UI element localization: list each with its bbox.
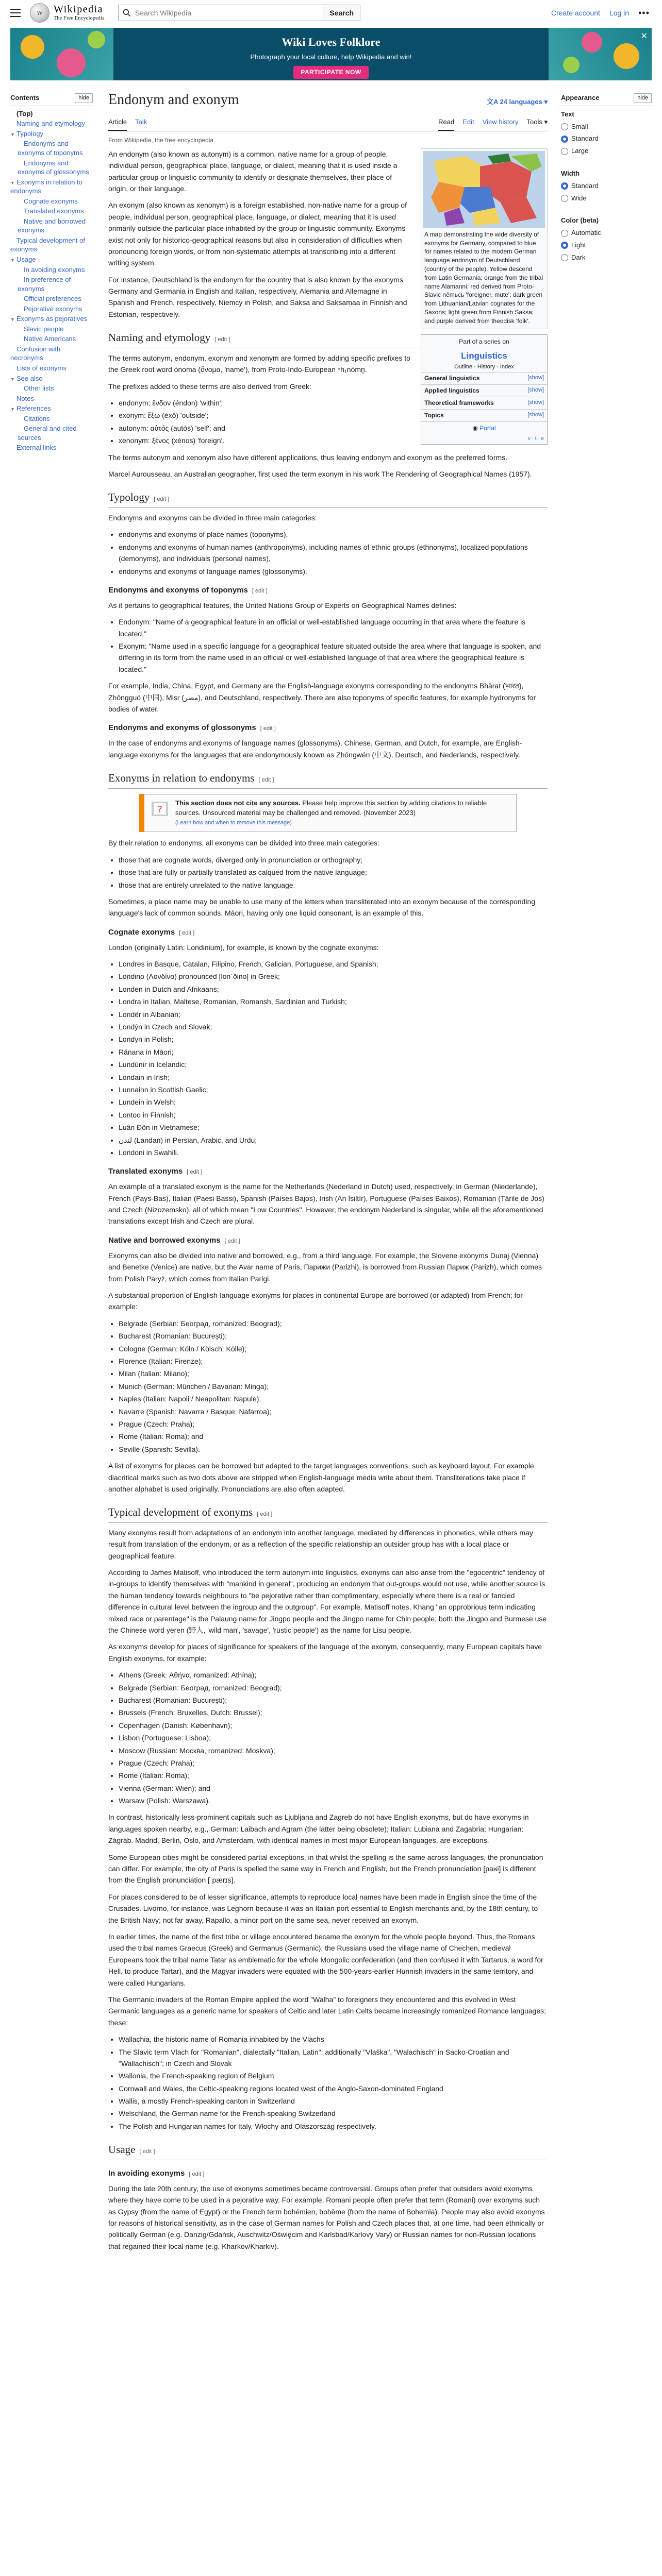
text-size-option[interactable] [561,133,652,144]
heading-borrowed [108,1234,548,1247]
color-option[interactable] [561,240,652,251]
list-item: • endonyms and exonyms of human names (anthroponyms), including names of ethnic groups (ethnonyms), localized populations (demonyms), and individuals (personal names), [119,541,548,565]
european-capitals-list [108,1669,548,1806]
list-item: • Belgrade (Serbian: Београд, romanized: Beograd); [119,1682,548,1693]
navbox-row-label: Theoretical frameworks [424,399,494,406]
radio-button-icon [561,242,568,249]
toc-item-label: (Top) [16,109,33,117]
unsourced-section-notice [139,794,517,833]
toc-item-label: Cognate exonyms [24,197,78,205]
toc-item-label: Translated exonyms [24,207,84,215]
list-item: • Londen in Dutch and Afrikaans; [119,984,548,995]
list-item: • autonym: αὐτός (autós) 'self'; and [119,422,548,434]
intro-paragraph-2: An exonym (also known as xenonym) is a foreign established, non-native name for a group of people, individual person, geographical place, language, or dialect, meaning that it is used primarily outside the particular place inhabited by the group or linguistic community. Exonyms exist not only for historico-geographical reasons but also in consideration of difficulties when pronouncing foreign words, or from non-systematic attempts at transcribing into a different writing system. [108,201,407,267]
wikipedia-logo[interactable] [30,3,105,23]
search-input[interactable] [134,8,319,18]
edit-section-link[interactable]: [ edit ] [154,496,170,503]
heading-relation-text: Exonyms in relation to endonyms [108,772,255,785]
toc-item-label: Exonyms as pejoratives [16,315,88,323]
navbox-show-toggle[interactable]: [show] [527,399,544,405]
notice-learn-link[interactable]: (Learn how and when to remove this message) [175,820,292,826]
list-item: • Exonym: "Name used in a specific language for a geographical feature situated outside the area where that language is spoken, and differing in its form from the name used in an official or well-established language of that area where the geographical feature is located." [119,640,548,675]
notice-date: (November 2023) [363,808,416,817]
navbox-above: Part of a series on [459,337,509,345]
list-item: • The Polish and Hungarian names for Italy, Włochy and Olaszország respectively. [119,2121,548,2132]
typology-list [108,529,548,577]
toc-item-label: Typology [16,129,44,138]
list-item: • Luân Đôn in Vietnamese; [119,1122,548,1133]
relation-paragraph-1: By their relation to endonyms, all exonyms can be divided into three main categories: [108,839,380,848]
typical-paragraph-4: In contrast, historically less-prominent capitals such as Ljubljana and Zagreb do not have English exonyms, but do have exonyms in languages spoken nearby, e.g., German: Laibach and Agram (the latter being obsolete); Italian: Lubiana and Zagabria; Hungarian: Zágráb. Madrid, Berlin, Oslo, and Amsterdam, with identical names in most major European languages, are exceptions. [108,1813,529,1845]
toc-item[interactable] [10,178,93,196]
toc-item-label: In avoiding exonyms [24,265,85,274]
text-size-option[interactable] [561,122,652,132]
appearance-hide-button[interactable]: hide [634,93,652,104]
toc-item-label: External links [16,444,57,452]
naming-paragraph-3: The terms autonym and xenonym also have different applications, thus leaving endonym and exonym as the preferred forms. [108,453,508,462]
color-option[interactable] [561,228,652,239]
toponyms-paragraph-1: As it pertains to geographical features, the United Nations Group of Experts on Geographical Names defines: [108,601,457,609]
page-tabs [108,115,548,131]
text-size-option-label: Large [571,147,589,155]
text-size-title: Text [561,110,574,118]
list-item: • Londino (Λονδίνο) pronounced [lonˈðino] in Greek; [119,971,548,982]
toc-item-label: Lists of exonyms [16,364,67,372]
chevron-down-icon: ▾ [544,98,548,106]
heading-cognate [108,926,548,939]
usage-paragraph-1: During the late 20th century, the use of exonyms sometimes became controversial. Groups often prefer that outsiders avoid exonyms where they have come to be used in a pejorative way. For example, Romani people often prefer that term (Romani) over exonyms such as Gypsy (from the name of Egypt) or the French term bohémien, bohème (from the name of Bohemia). People may also avoid exonyms for reasons of historical sensitivity, as in the case of German names for Polish and Czech places that, at one time, had been ethnically or politically German (e.g. Danzig/Gdańsk, Auschwitz/Oświęcim and Karlsbad/Karlovy Vary) or Russian names for non-Russian locations that regained their local name (e.g. Kharkov/Kharkiv). [108,2184,545,2250]
list-item: • Copenhagen (Danish: København); [119,1720,548,1731]
color-group [561,215,652,263]
borrowed-paragraph-3: A list of exonyms for places can be borrowed but adapted to the target languages conventions, such as keyboard layout. For example diacritical marks such as two dots above are stripped when English-language media write about them. Transliterations take place if another alphabet is used originally. Pronunciations are also often adapted. [108,1462,534,1493]
edit-section-link[interactable]: [ edit ] [260,725,276,732]
list-item: • those that are fully or partially translated as calqued from the native language; [119,867,548,878]
color-option-label: Automatic [571,229,601,237]
toponyms-definition-list [108,616,548,675]
portal-label: Portal [479,425,496,432]
text-size-option-label: Standard [571,134,599,143]
text-size-option[interactable] [561,146,652,157]
heading-relation [108,770,548,789]
list-item: • Moscow (Russian: Москва, romanized: Moskva); [119,1745,548,1756]
toc-item-label: Exonyms in relation to endonyms [10,178,82,195]
list-item: • Munich (German: München / Bavarian: Minga); [119,1381,548,1392]
typical-paragraph-8: The Germanic invaders of the Roman Empire applied the word "Walha" to foreigners they encountered and this evolved in West Germanic languages as a generic name for speakers of Celtic and later Latin Celts became increasingly romanized Romance languages; these: [108,1995,547,2027]
edit-section-link[interactable]: [ edit ] [257,1511,273,1518]
toc-item[interactable] [10,414,93,423]
more-options-icon[interactable]: ••• [638,7,650,18]
heading-toponyms-text: Endonyms and exonyms of toponyms [108,585,248,595]
table-of-contents [10,89,93,2257]
toc-item[interactable] [10,304,93,314]
list-item: • Naples (Italian: Napoli / Neapolitan: Napule); [119,1393,548,1404]
participate-button[interactable]: PARTICIPATE NOW [293,66,369,79]
london-exonym-list [108,958,548,1158]
logo-wordmark: Wikipedia [54,4,103,15]
notice-title: This section does not cite any sources. [175,799,301,807]
edit-section-link[interactable]: [ edit ] [179,929,195,936]
list-item: • Cornwall and Wales, the Celtic-speaking regions located west of the Anglo-Saxon-dominated England [119,2083,548,2094]
toc-item[interactable] [10,217,93,235]
edit-section-link[interactable]: [ edit ] [258,777,274,784]
search-button[interactable]: Search [323,5,360,21]
edit-section-link[interactable]: [ edit ] [139,2148,155,2155]
banner-decoration-right [549,28,652,80]
typology-paragraph-1: Endonyms and exonyms can be divided in three main categories: [108,513,317,522]
heading-avoiding-text: In avoiding exonyms [108,2168,185,2178]
toc-item-label: See also [16,374,43,382]
toc-item[interactable] [10,236,93,254]
borrowed-paragraph-2: A substantial proportion of English-language exonyms for places in continental Europe are borrowed (or adapted) from French; for example: [108,1291,523,1311]
wikipedia-globe-icon: W [30,3,49,23]
figure-caption: A map demonstrating the wide diversity of exonyms for Germany, compared to blue for names related to the modern German language endonym of Deutschland (country of the people). Yellow descend from Latin Germania; orange from the tribal name Alamanni; red derived from Proto-Slavic němьcь 'foreigner, mute'; dark green from Lithuanian/Latvian cognates for the Saxons; light green from Finnish Saksa; and purple derived from theodisk 'folk'. [424,230,543,325]
navbox-vte[interactable]: v · t · e [527,436,544,442]
logo-tagline: The Free Encyclopedia [54,15,105,22]
list-item: • exonym: ἔξω (éxō) 'outside'; [119,410,548,421]
toc-item[interactable] [10,139,93,157]
naming-paragraph-1: The terms autonym, endonym, exonym and xenonym are formed by adding specific prefixes to the Greek root word ónoma (ὄνομα, 'name'), from Proto-Indo-European *h₁nómn̥. [108,353,410,374]
toc-item[interactable] [10,109,93,118]
banner-subtitle: Photograph your local culture, help Wikipedia and win! [250,53,412,61]
navbox-show-toggle[interactable]: [show] [527,374,544,381]
toc-item-label: Typical development of exonyms [10,236,85,253]
question-book-icon [150,799,170,819]
navbox-title[interactable]: Linguistics [461,350,507,361]
portal-icon: ◉ [472,425,478,432]
tab-talk[interactable]: Talk [135,117,147,126]
list-item: • Endonym: "Name of a geographical feature in an official or well-established language occurring in that area where the feature is located." [119,616,548,639]
list-item: • لندن (Landan) in Persian, Arabic, and Urdu; [119,1134,548,1146]
intro-paragraph-1: An endonym (also known as autonym) is a common, native name for a group of people, individual person, geographical place, language, or dialect, meaning that it is used inside a particular group or linguistic community to identify or designate themselves, their place of origin, or their language. [108,149,398,193]
toc-item[interactable] [10,325,93,334]
radio-button-icon [561,230,568,237]
width-option-label: Wide [571,194,587,202]
french-borrowed-list [108,1318,548,1455]
navbox-show-toggle[interactable]: [show] [527,386,544,393]
create-account-link[interactable]: Create account [551,8,600,17]
navbox-row[interactable] [421,384,547,397]
list-item: • Londra in Italian, Maltese, Romanian, Romansh, Sardinian and Turkish; [119,996,548,1007]
linguistics-navbox [421,334,548,445]
page-title: Endonym and exonym [108,92,239,108]
heading-translated [108,1165,548,1178]
list-item: • endonyms and exonyms of language names (glossonyms). [119,566,548,577]
list-item: • Londyn in Polish; [119,1033,548,1045]
list-item: • Belgrade (Serbian: Београд, romanized: Beograd); [119,1318,548,1329]
typical-paragraph-7: In earlier times, the name of the first tribe or village encountered became the exonym for the whole people beyond. Thus, the Romans used the tribal names Graecus (Greek) and Germanus (Germanic), the Russians used the village name of Chechen, medieval Europeans took the tribal name Tatar as emblematic for the whole Mongolic confederation (and then confused it with Tartarus, a word for Hell, to produce Tartar), and the Magyar invaders were equated with the 500-years-earlier Hunnish invaders in the same territory, and were called Hungarians. [108,1933,543,1987]
walha-derivatives-list [108,2033,548,2132]
toc-title: Contents [10,94,40,101]
toc-item-label: Endonyms and exonyms of glossonyms [18,159,89,176]
toc-item[interactable] [10,255,93,264]
width-group [561,168,652,204]
toc-item[interactable] [10,364,93,373]
toc-item-label: Naming and etymology [16,120,85,128]
list-item: • endonym: ἔνδον (éndon) 'within'; [119,397,548,409]
list-item: • Lontoo in Finnish; [119,1109,548,1121]
radio-button-icon [561,123,568,130]
color-option-label: Light [571,241,586,249]
heading-glossonyms-text: Endonyms and exonyms of glossonyms [108,723,256,733]
toc-item[interactable] [10,384,93,393]
heading-toponyms [108,584,548,597]
list-item: • Wallis, a mostly French-speaking canton in Switzerland [119,2095,548,2107]
list-item: • those that are cognate words, diverged only in pronunciation or orthography; [119,854,548,866]
radio-button-icon [561,254,568,261]
language-count: 24 languages [500,98,542,106]
naming-paragraph-4: Marcel Aurousseau, an Australian geographer, first used the term exonym in his work The Rendering of Geographical Names (1957). [108,469,532,478]
edit-section-link[interactable]: [ edit ] [189,2171,205,2177]
navbox-row[interactable] [421,372,547,384]
heading-avoiding [108,2167,548,2180]
svg-text:?: ? [157,804,162,815]
site-header [0,0,662,26]
chevron-down-icon[interactable]: ▼ [10,258,15,263]
heading-naming-text: Naming and etymology [108,331,211,344]
typical-paragraph-2: According to James Matisoff, who introduced the term autonym into linguistics, exonyms can also arise from the "egocentric" tendency of in-groups to identify themselves with "mankind in general", producing an endonym that out-groups would not use, while another source is the human tendency towards neighbours to "be pejorative rather than complimentary, especially where there is a real or fancied difference in cultural level between the ingroup and the outgroup". For example, Matisoff notes, Khang "an opprobrious term indicating mixed race or parentage" is the Palaung name for Jingpo people and the Jingpo name for Chin people; both the Jingpo and Burmese use the Chinese word yeren (野人, 'wild man', 'savage', 'rustic people') as the name for Lisu people. [108,1568,547,1635]
chevron-down-icon[interactable]: ▼ [10,376,15,382]
typical-paragraph-5: Some European cities might be considered partial exceptions, in that whilst the spelling is the same across languages, the pronunciation can differ. For example, the city of Paris is spelled the same way in French and English, but the French pronunciation [paʁi] is different from the English pronunciation [ˈpærɪs]. [108,1853,543,1885]
edit-section-link[interactable]: [ edit ] [214,336,230,343]
list-item: • Londër in Albanian; [119,1009,548,1020]
heading-typical [108,1504,548,1523]
list-item: • Wallonia, the French-speaking region of Belgium [119,2070,548,2081]
radio-button-icon [561,135,568,143]
list-item: • Lundúnir in Icelandic; [119,1059,548,1070]
list-item: • Bucharest (Romanian: București); [119,1330,548,1342]
toc-item-label: Official preferences [24,295,81,303]
toc-item[interactable] [10,197,93,206]
heading-glossonyms [108,722,548,734]
toc-item[interactable] [10,129,93,139]
banner-title: Wiki Loves Folklore [282,36,380,48]
toc-item[interactable] [10,374,93,383]
list-item: • Cologne (German: Köln / Kölsch: Kölle); [119,1343,548,1354]
text-size-option-label: Small [571,122,588,130]
toc-item-label: Slavic people [24,325,64,333]
appearance-title: Appearance [561,94,600,101]
list-item: • The Slavic term Vlach for "Romanian", dialectally "Italian, Latin"; additionally "Vlaška", "Walachisch" in Sacko-Croatian and "Wallachisch"; in Czech and Slovak [119,2046,548,2070]
width-title: Width [561,169,580,177]
toc-hide-button[interactable]: hide [75,93,93,104]
search-form [118,5,360,21]
main-menu-icon[interactable] [10,9,21,17]
edit-section-link[interactable]: [ edit ] [252,587,268,594]
navbox-row[interactable] [421,397,547,409]
relation-category-list [108,854,548,891]
toc-item-label: Citations [24,414,50,422]
list-item: • Warsaw (Polish: Warszawa). [119,1795,548,1806]
language-selector[interactable] [487,97,548,108]
tab-read[interactable]: Read [438,115,454,131]
list-item: • Lundein in Welsh; [119,1096,548,1108]
close-icon[interactable]: ✕ [640,32,648,41]
relation-paragraph-2: Sometimes, a place name may be unable to use many of the letters when transliterated into an exonym because of the corresponding language's lack of common sounds. Māori, having only one liquid consonant, is an example of this. [108,897,536,918]
edit-section-link[interactable]: [ edit ] [187,1169,203,1176]
list-item: • endonyms and exonyms of place names (toponyms), [119,529,548,540]
list-item: • those that are entirely unrelated to the native language. [119,879,548,891]
navbox-row-label: Topics [424,412,444,419]
intro-paragraph-3: For instance, Deutschland is the endonym for the country that is also known by the exonyms Germany and Germania in English and Italian, respectively, Alemania and Allemagne in Spanish and French, respectively, Niemcy in Polish, and Saksa and Saksamaa in Finnish and Estonian, respectively. [108,275,407,318]
toc-item-label: Notes [16,394,34,402]
list-item: • Londoni in Swahili. [119,1147,548,1158]
toc-item-label: Pejorative exonyms [24,304,82,313]
borrowed-paragraph-1: Exonyms can also be divided into native and borrowed, e.g., from a third language. For example, the Slovene exonyms Dunaj (Vienna) and Benetke (Venice) are native, but the Avar name of Paris, Парижи (Parizhi), is borrowed from Russian Париж (Parizh), which comes from Polish Paryż, which comes from Italian Parigi. [108,1251,542,1283]
sidebar-infobox [421,148,548,445]
toc-item[interactable] [10,443,93,452]
chevron-down-icon[interactable]: ▼ [10,317,15,323]
toc-item[interactable] [10,159,93,177]
list-item: • Prague (Czech: Praha); [119,1757,548,1769]
color-title: Color (beta) [561,216,599,225]
toc-item[interactable] [10,275,93,293]
width-option[interactable] [561,193,652,204]
toc-item-label: Native Americans [24,335,76,343]
list-item: • Navarre (Spanish: Navarra / Basque: Nafarroa); [119,1406,548,1417]
tools-label: Tools [526,117,542,126]
germany-exonym-figure [421,148,548,329]
translate-icon: 文A [486,98,498,106]
list-item: • Welschland, the German name for the French-speaking Switzerland [119,2108,548,2119]
width-option[interactable] [561,181,652,192]
heading-translated-text: Translated exonyms [108,1167,183,1176]
heading-cognate-text: Cognate exonyms [108,927,175,937]
list-item: • Milan (Italian: Milano); [119,1368,548,1379]
toc-item-label: Confusion with necronyms [10,345,61,362]
toc-item-label: In preference of exonyms [18,276,71,293]
radio-button-icon [561,148,568,155]
chevron-down-icon[interactable]: ▼ [10,406,15,412]
toc-item-label: Endonyms and exonyms of toponyms [18,140,83,157]
color-option[interactable] [561,252,652,263]
toc-list [10,109,93,452]
heading-borrowed-text: Native and borrowed exonyms [108,1235,221,1245]
list-item: • Florence (Italian: Firenze); [119,1355,548,1367]
map-graphic [423,151,545,228]
appearance-panel [561,89,652,2257]
chevron-down-icon[interactable]: ▼ [10,180,15,185]
list-item: • Vienna (German: Wien); and [119,1783,548,1794]
banner-decoration-left [10,28,113,80]
toc-item[interactable] [10,265,93,275]
toc-item[interactable] [10,404,93,413]
heading-typology [108,489,548,508]
translated-paragraph-1: An example of a translated exonym is the name for the Netherlands (Nederland in Dutch) used, respectively, in German (Niederlande), French (Pays-Bas), Italian (Paesi Bassi), Spanish (Países Bajos), Irish (An Ísiltír), Portuguese (Países Baixos), Romanian (Țările de Jos) and Czech (Nizozemsko), all of which mean "Low Countries". However, the endonym Nederland is singular, while all the aforementioned translations except Irish and Czech are plural. [108,1182,544,1226]
article-content [93,89,561,2257]
list-item: • Lisbon (Portuguese: Lisboa); [119,1732,548,1743]
list-item: • Rome (Italian: Roma); [119,1770,548,1781]
tab-edit[interactable]: Edit [462,117,474,126]
tab-tools[interactable]: Tools ▾ [526,117,548,126]
heading-usage [108,2141,548,2160]
tab-view-history[interactable]: View history [482,117,519,126]
radio-button-icon [561,182,568,190]
search-icon [123,9,131,17]
list-item: • Londýn in Czech and Slovak; [119,1021,548,1032]
list-item: • Londres in Basque, Catalan, Filipino, French, Galician, Portuguese, and Spanish; [119,958,548,970]
toc-item[interactable] [10,207,93,216]
toc-item[interactable] [10,424,93,442]
notice-body: Please help improve this section by adding citations to reliable sources. Unsourced material may be challenged and removed. [175,799,487,817]
heading-usage-text: Usage [108,2143,136,2156]
log-in-link[interactable]: Log in [609,8,630,17]
from-wikipedia: From Wikipedia, the free encyclopedia [108,136,214,144]
toc-item-label: Usage [16,256,36,263]
toc-item[interactable] [10,394,93,403]
navbox-links[interactable]: Outline · History · Index [454,363,514,370]
toc-item-label: Other lists [24,384,54,393]
list-item: • Londain in Irish; [119,1072,548,1083]
list-item: • Rome (Italian: Roma); and [119,1431,548,1442]
toponyms-paragraph-2: For example, India, China, Egypt, and Germany are the English-language exonyms corresponding to the endonyms Bhārat (भारत), Zhōngguó (中国), Miṣr (مصر), and Deutschland, respectively. There are also toponyms of specific features, for example hydronyms for bodies of water. [108,682,536,714]
typical-paragraph-1: Many exonyms result from adaptations of an endonym into another language, mediated by differences in phonetics, while others may result from translation of the endonym, or as a reflection of the specific relationship an outsider group has with a local place or geographical feature. [108,1528,533,1560]
edit-section-link[interactable]: [ edit ] [224,1238,240,1244]
radio-button-icon [561,195,568,202]
toc-item[interactable] [10,294,93,303]
toc-item-label: General and cited sources [18,425,77,442]
navbox-show-toggle[interactable]: [show] [527,412,544,418]
banner-content [113,28,549,80]
list-item: • xenonym: ξένος (xénos) 'foreign'. [119,435,548,446]
list-item: • Seville (Spanish: Sevilla). [119,1444,548,1455]
list-item: • Brussels (French: Bruxelles, Dutch: Brussel); [119,1707,548,1718]
chevron-down-icon[interactable]: ▼ [10,131,15,137]
naming-paragraph-2: The prefixes added to these terms are also derived from Greek: [108,382,311,391]
toc-item[interactable] [10,314,93,324]
list-item: • Lunnainn in Scottish Gaelic; [119,1084,548,1095]
tab-article[interactable]: Article [108,115,127,131]
search-box[interactable] [118,5,323,21]
list-item: • Bucharest (Romanian: București); [119,1694,548,1706]
toc-item[interactable] [10,345,93,363]
toc-item[interactable] [10,334,93,344]
typical-paragraph-3: As exonyms develop for places of significance for speakers of the language of the exonym, consequently, many European capitals have English exonyms, for example: [108,1642,542,1663]
cognate-paragraph-1: London (originally Latin: Londinium), for example, is known by the cognate exonyms: [108,943,379,952]
text-size-group [561,109,652,157]
portal-link[interactable] [421,421,547,435]
navbox-row[interactable] [421,409,547,421]
toc-item-label: Native and borrowed exonyms [18,217,86,234]
color-option-label: Dark [571,253,586,261]
width-option-label: Standard [571,181,599,190]
toc-item-label: References [16,404,51,413]
heading-typical-text: Typical development of exonyms [108,1506,253,1519]
toc-item[interactable] [10,119,93,128]
list-item: • Prague (Czech: Praha); [119,1418,548,1430]
navbox-row-label: Applied linguistics [424,386,479,394]
navbox-row-label: General linguistics [424,374,480,382]
list-item: • Wallachia, the historic name of Romania inhabited by the Vlachs [119,2033,548,2045]
typical-paragraph-6: For places considered to be of lesser significance, attempts to reproduce local names have been made in English since the time of the Crusades. Livorno, for instance, was Leghorn because it was an Italian port essential to English merchants and, by the 18th century, to the British Navy; not far away, Rapallo, a minor port on the same sea, never received an exonym. [108,1892,538,1924]
glossonyms-paragraph-1: In the case of endonyms and exonyms of language names (glossonyms), Chinese, German, and Dutch, for example, are English-language exonyms for the languages that are endonymously known as Zhōngwén (中文), Deutsch, and Nederlands, respectively. [108,739,522,759]
campaign-banner [10,28,652,80]
heading-typology-text: Typology [108,491,150,504]
list-item: • Athens (Greek: Αθήνα, romanized: Athína); [119,1669,548,1681]
europe-exonym-map[interactable] [423,151,545,228]
list-item: • Rānana in Māori; [119,1046,548,1058]
